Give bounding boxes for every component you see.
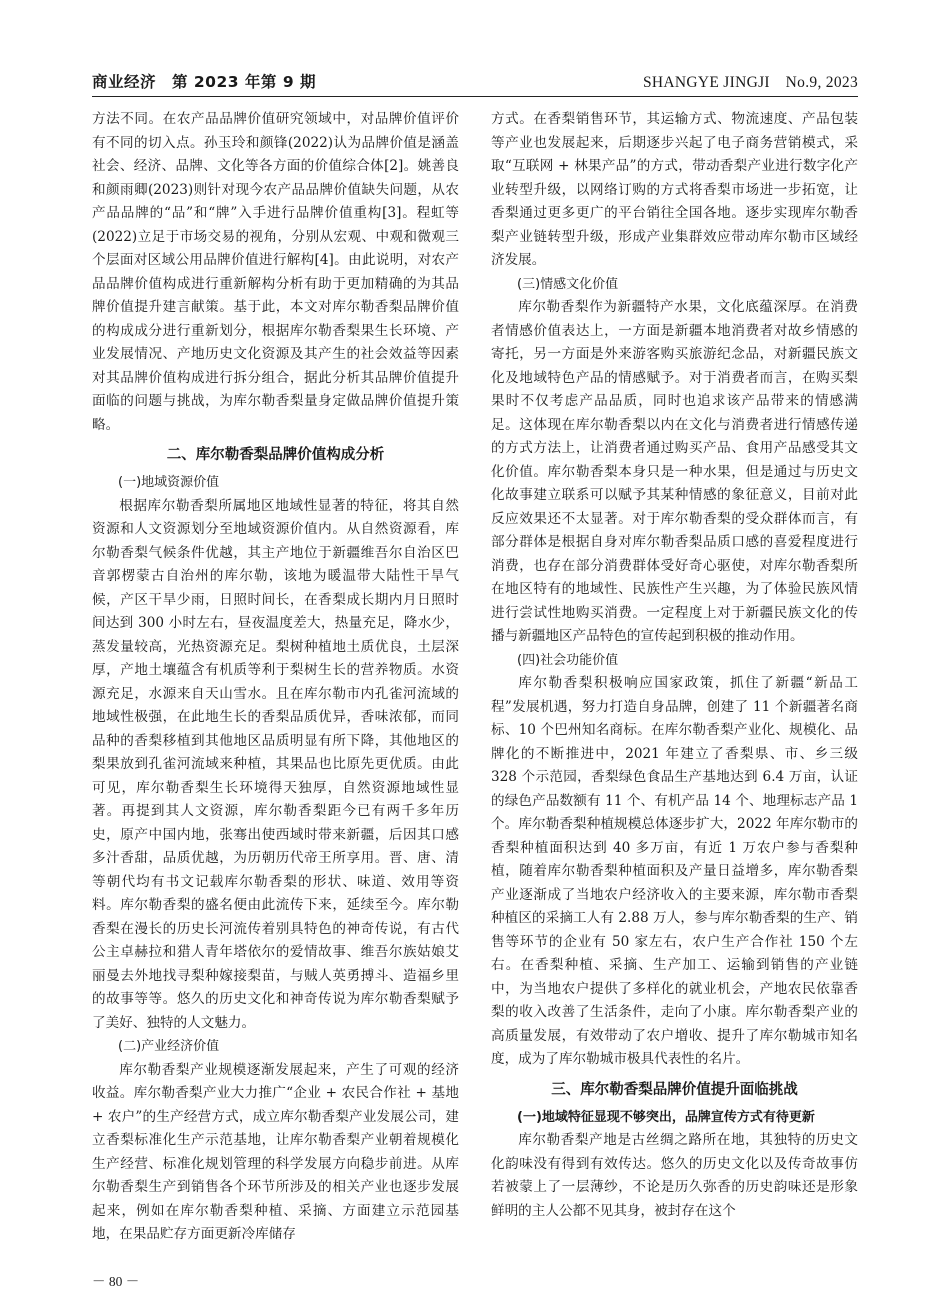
right-column xyxy=(491,108,858,1258)
paragraph: 库尔勒香梨产业规模逐渐发展起来，产生了可观的经济收益。库尔勒香梨产业大力推广“企业 + 农民合作社 + 基地 + 农户”的生产经营方式，成立库尔勒香梨产业发展公司，建立香梨标准化生产示范基地，让库尔勒香梨产业朝着规模化生产经营、标准化规划管理的科学发展方向稳步前进。从库尔勒香梨生产到销售各个环节所涉及的相关产业也逐步发展起来，例如在库尔勒香梨种植、采摘、方面建立示范园基地，在果品贮存方面更新冷库储存 xyxy=(92,1061,459,1242)
article-body xyxy=(92,108,858,1258)
paragraph: 方法不同。在农产品品牌价值研究领域中，对品牌价值评价有不同的切入点。孙玉玲和颜锋(2022)认为品牌价值是涵盖社会、经济、品牌、文化等各方面的价值综合体[2]。姚善良和颜雨卿(2023)则针对现今农产品品牌价值缺失问题，从农产品品牌的“品”和“牌”入手进行品牌价值重构[3]。程虹等(2022)立足于市场交易的视角，分别从宏观、中观和微观三个层面对区域公用品牌价值进行解构[4]。由此说明，对农产品品牌价值构成进行重新解构分析有助于更加精确的为其品牌价值提升建言献策。基于此，本文对库尔勒香梨品牌价值的构成成分进行重新划分，根据库尔勒香梨果生长环境、产业发展情况、产地历史文化资源及其产生的社会效益等因素对其品牌价值构成进行拆分组合，据此分析其品牌价值提升面临的问题与挑战，为库尔勒香梨量身定做品牌价值提升策略。 xyxy=(92,111,459,433)
journal-pinyin: SHANGYE JINGJI No.9, 2023 xyxy=(642,74,858,91)
page-number: － 80 － xyxy=(92,1274,140,1289)
paragraph: 库尔勒香梨作为新疆特产水果，文化底蕴深厚。在消费者情感价值表达上，一方面是新疆本地消费者对故乡情感的寄托，另一方面是外来游客购买旅游纪念品，对新疆民族文化及地域特色产品的情感赋予。对于消费者而言，在购买梨果时不仅考虑产品品质，同时也追求该产品带来的情感满足。这体现在库尔勒香梨以内在文化与消费者进行情感传递的方式方法上，让消费者通过购买产品、食用产品感受其文化价值。库尔勒香梨本身只是一种水果，但是通过与历史文化故事建立联系可以赋予其某种情感的象征意义，目前对此反应效果还不太显著。对于库尔勒香梨的受众群体而言，有部分群体是根据自身对库尔勒香梨品质口感的喜爱程度进行消费，也存在部分消费群体受好奇心驱使，对库尔勒香梨所在地区特有的地域性、民族性产生兴趣，为了体验民族风情进行尝试性地购买消费。一定程度上对于新疆民族文化的传播与新疆地区产品特色的宣传起到积极的推动作用。 xyxy=(491,299,858,644)
journal-issue: 商业经济 第 2023 年第 9 期 xyxy=(92,73,317,91)
left-column xyxy=(92,108,459,1258)
subsection-heading: (三)情感文化价值 xyxy=(517,276,619,292)
section-heading: 二、库尔勒香梨品牌价值构成分析 xyxy=(166,447,385,463)
page-header xyxy=(92,62,858,97)
paragraph: 库尔勒香梨产地是古丝绸之路所在地，其独特的历史文化韵味没有得到有效传达。悠久的历史文化以及传奇故事仿若被蒙上了一层薄纱，不论是历久弥香的历史韵味还是形象鲜明的主人公都不见其身，被封存在这个 xyxy=(491,1132,858,1219)
paragraph: 根据库尔勒香梨所属地区地域性显著的特征，将其自然资源和人文资源划分至地域资源价值内。从自然资源看，库尔勒香梨气候条件优越，其主产地位于新疆维吾尔自治区巴音郭楞蒙古自治州的库尔勒，该地为暖温带大陆性干旱气候，产区干旱少雨，日照时间长，在香梨成长期内月日照时间达到 300 小时左右，昼夜温度差大，热量充足，降水少，蒸发量较高，光热资源充足。梨树种植地土质优良，土层深厚，产地土壤蕴含有机质等利于梨树生长的营养物质。水资源充足，水源来自天山雪水。且在库尔勒市内孔雀河流域的地域性极强，在此地生长的香梨品质优异，香味浓郁，而同品种的香梨移植到其他地区品质明显有所下降，其他地区的梨果放到孔雀河流域来种植，其果品也比原先更优质。由此可见，库尔勒香梨生长环境得天独厚，自然资源地域性显著。再提到其人文资源，库尔勒香梨距今已有两千多年历史，原产中国内地，张骞出使西域时带来新疆，后因其口感多汁香甜，品质优越，为历朝历代帝王所享用。晋、唐、清等朝代均有书文记载库尔勒香梨的形状、味道、效用等资料。库尔勒香梨的盛名便由此流传下来，延续至今。库尔勒香梨在漫长的历史长河流传着别具特色的神奇传说，有古代公主卓赫拉和猎人青年塔依尔的爱情故事、维吾尔族姑娘艾丽曼去外地找寻梨种嫁接梨苗，与贼人英勇搏斗、造福乡里的故事等等。悠久的历史文化和神奇传说为库尔勒香梨赋予了美好、独特的人文魅力。 xyxy=(92,497,459,1031)
subsection-heading: (四)社会功能价值 xyxy=(517,652,619,668)
subsection-heading: (一)地域特征显现不够突出，品牌宣传方式有待更新 xyxy=(517,1109,815,1125)
section-heading: 三、库尔勒香梨品牌价值提升面临挑战 xyxy=(551,1081,798,1098)
paragraph: 库尔勒香梨积极响应国家政策，抓住了新疆“新品工程”发展机遇，努力打造自身品牌，创建了 11 个新疆著名商标、10 个巴州知名商标。在库尔勒香梨产业化、规模化、品牌化的不断推进中，2021 年建立了香梨県、市、乡三级 328 个示范园，香梨绿色食品生产基地达到 6.4 万亩，认证的绿色产品数额有 11 个、有机产品 14 个、地理标志产品 1 个。库尔勒香梨种植规模总体逐步扩大，2022 年库尔勒市的香梨种植面积达到 40 多万亩，有近 1 万农户参与香梨种植，随着库尔勒香梨种植面积及产量日益增多，库尔勒香梨产业逐渐成了当地农户经济收入的主要来源，库尔勒市香梨种植区的采摘工人有 2.88 万人，参与库尔勒香梨的生产、销售等环节的企业有 50 家左右，农户生产合作社 150 个左右。在香梨种植、采摘、生产加工、运输到销售的产业链中，为当地农户提供了多样化的就业机会，产地农民依靠香梨的收入改善了生活条件，走向了小康。库尔勒香梨产业的高质量发展，有效带动了农户增收、提升了库尔勒城市知名度，成为了库尔勒城市极具代表性的名片。 xyxy=(491,675,858,1067)
paragraph: 方式。在香梨销售环节，其运输方式、物流速度、产品包装等产业也发展起来，后期逐步兴起了电子商务营销模式，采取“互联网 + 林果产品”的方式，带动香梨产业进行数字化产业转型升级，以网络订购的方式将香梨市场进一步拓宽，让香梨通过更多更广的平台销往全国各地。逐步实现库尔勒香梨产业链转型升级，形成产业集群效应带动库尔勒市区域经济发展。 xyxy=(491,111,858,268)
subsection-heading: (一)地域资源价值 xyxy=(118,475,220,490)
subsection-heading: (二)产业经济价值 xyxy=(118,1039,220,1054)
